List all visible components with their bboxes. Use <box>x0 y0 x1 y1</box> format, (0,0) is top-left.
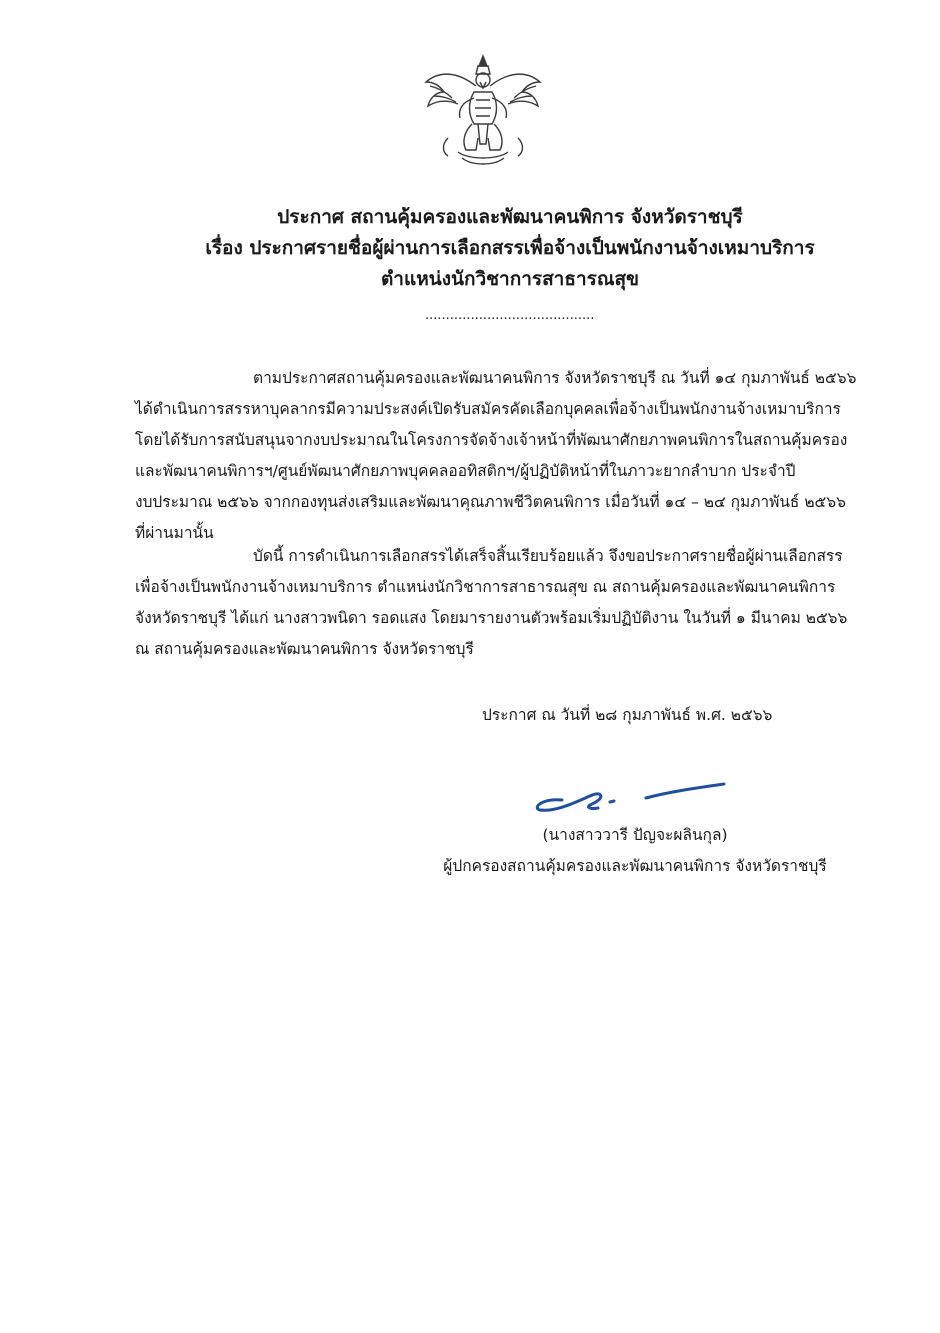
announcement-date: ประกาศ ณ วันที่ ๒๘ กุมภาพันธ์ พ.ศ. ๒๕๖๖ <box>482 706 773 724</box>
heading-line-2: เรื่อง ประกาศรายชื่อผู้ผ่านการเลือกสรรเพื่อจ้างเป็นพนักงานจ้างเหมาบริการ <box>205 237 815 259</box>
paragraph-2-line: บัดนี้ การดำเนินการเลือกสรรได้เสร็จสิ้นเรียบร้อยแล้ว จึงขอประกาศรายชื่อผู้ผ่านเลือกสรร <box>253 547 843 565</box>
paragraph-1-line: ที่ผ่านมานั้น <box>135 524 214 542</box>
signer-title: ผู้ปกครองสถานคุ้มครองและพัฒนาคนพิการ จังหวัดราชบุรี <box>443 857 827 875</box>
paragraph-1-line: ตามประกาศสถานคุ้มครองและพัฒนาคนพิการ จังหวัดราชบุรี ณ วันที่ ๑๔ กุมภาพันธ์ ๒๕๖๖ <box>253 369 857 387</box>
heading-separator: ......................................... <box>425 308 595 323</box>
signer-block <box>400 820 870 882</box>
heading-line-1: ประกาศ สถานคุ้มครองและพัฒนาคนพิการ จังหวัดราชบุรี <box>277 206 743 228</box>
paragraph-1-line: โดยได้รับการสนับสนุนจากงบประมาณในโครงการจัดจ้างเจ้าหน้าที่พัฒนาศักยภาพคนพิการในสถานคุ้มครอง <box>135 431 848 449</box>
paragraph-2-line: จังหวัดราชบุรี ได้แก่ นางสาวพนิดา รอดแสง โดยมารายงานตัวพร้อมเริ่มปฏิบัติงาน ในวันที่ ๑ มีนาคม ๒๕๖๖ <box>135 609 848 627</box>
paragraph-2 <box>135 541 875 665</box>
heading-line-3: ตำแหน่งนักวิชาการสาธารณสุข <box>380 268 640 290</box>
paragraph-1-line: และพัฒนาคนพิการฯ/ศูนย์พัฒนาศักยภาพบุคคลออทิสติกฯ/ผู้ปฏิบัติหน้าที่ในภาวะยากลำบาก ประจำปี <box>135 462 796 480</box>
paragraph-1 <box>135 363 875 549</box>
paragraph-2-line: เพื่อจ้างเป็นพนักงานจ้างเหมาบริการ ตำแหน่งนักวิชาการสาธารณสุข ณ สถานคุ้มครองและพัฒนาคนพิการ <box>135 578 836 596</box>
garuda-emblem-icon <box>418 52 548 172</box>
handwritten-signature <box>528 772 738 822</box>
paragraph-1-line: ได้ดำเนินการสรรหาบุคลากรมีความประสงค์เปิดรับสมัครคัดเลือกบุคคลเพื่อจ้างเป็นพนักงานจ้างเหมาบริการ <box>135 400 841 418</box>
signer-name: (นางสาววารี ปัญจะผลินกุล) <box>542 826 728 844</box>
announcement-heading <box>130 202 890 295</box>
paragraph-1-line: งบประมาณ ๒๕๖๖ จากกองทุนส่งเสริมและพัฒนาคุณภาพชีวิตคนพิการ เมื่อวันที่ ๑๔ – ๒๔ กุมภาพันธ์ ๒๕๖๖ <box>135 493 846 511</box>
paragraph-2-line: ณ สถานคุ้มครองและพัฒนาคนพิการ จังหวัดราชบุรี <box>135 640 474 658</box>
